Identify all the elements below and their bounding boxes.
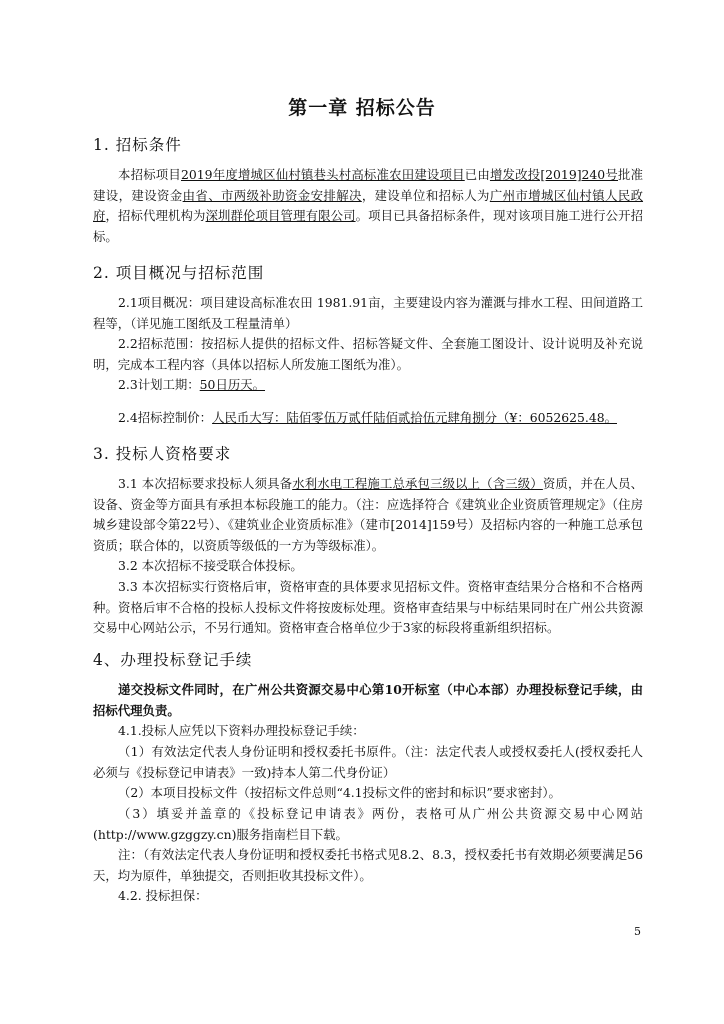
section-1-paragraph: 本招标项目2019年度增城区仙村镇巷头村高标准农田建设项目已由增发改投[2019]240号批准建设，建设资金由省、市两级补助资金安排解决，建设单位和招标人为广州市增城区仙村镇人民政府，招标代理机构为深圳群伦项目管理有限公司。项目已具备招标条件，现对该项目施工进行公开招标。	[93, 167, 644, 244]
section-2-1: 2.1项目概况：项目建设高标准农田 1981.91亩，主要建设内容为灌溉与排水工程、田间道路工程等，（详见施工图纸及工程量清单）	[93, 295, 643, 331]
funding-source: 由省、市两级补助资金安排解决	[182, 187, 362, 203]
section-2-heading: 2. 项目概况与招标范围	[93, 264, 265, 282]
registration-notice: 递交投标文件同时，在广州公共资源交易中心第10开标室（中心本部）办理投标登记手续，由招标代理负责。	[93, 682, 643, 718]
item-3: （3）填妥并盖章的《投标登记申请表》两份，表格可从广州公共资源交易中心网站(http://www.gzggzy.cn)服务指南栏目下载。	[93, 806, 643, 842]
agency-name: 深圳群伦项目管理有限公司	[205, 208, 356, 223]
item-2: （2）本项目投标文件（按招标文件总则“4.1投标文件的密封和标识”要求密封）。	[118, 785, 561, 800]
section-4-heading: 4、办理投标登记手续	[93, 651, 253, 669]
section-2-2: 2.2招标范围：按招标人提供的招标文件、招标答疑文件、全套施工图设计、设计说明及补充说明，完成本工程内容（具体以招标人所发施工图纸为准）。	[93, 336, 643, 372]
construction-period: 50日历天。	[199, 377, 266, 392]
page-number: 5	[634, 925, 641, 938]
section-2-3: 2.3计划工期：50日历天。	[118, 377, 266, 392]
note: 注：（有效法定代表人身份证明和授权委托书格式见8.2、8.3，授权委托书有效期必须要满足56天，均为原件，单独提交，否则拒收其投标文件）。	[93, 847, 643, 883]
chapter-title: 第一章 招标公告	[288, 97, 436, 119]
section-3-3: 3.3 本次招标实行资格后审，资格审查的具体要求见招标文件。资格审查结果分合格和不合格两种。资格后审不合格的投标人投标文件将按废标处理。资格审查结果与中标结果同时在广州公共资源交易中心网站公示，不另行通知。资格审查合格单位少于3家的标段将重新组织招标。	[93, 579, 643, 635]
approval-number: 增发改投[2019]240号	[489, 167, 618, 182]
tenderer-name: 广州市增城区仙村镇人民政府	[93, 187, 644, 223]
section-2-4: 2.4招标控制价：人民币大写：陆佰零伍万贰仟陆佰贰拾伍元肆角捌分（¥：6052625.48。	[118, 410, 617, 425]
section-3-heading: 3. 投标人资格要求	[93, 445, 232, 463]
section-4-2: 4.2. 投标担保：	[118, 888, 208, 903]
item-1: （1）有效法定代表人身份证明和授权委托书原件。（注：法定代表人或授权委托人(授权委托人必须与《投标登记申请表》一致)持本人第二代身份证）	[93, 744, 643, 780]
qualification-requirement: 水利水电工程施工总承包三级以上（含三级）	[292, 476, 543, 491]
section-1-heading: 1. 招标条件	[93, 136, 182, 154]
project-name: 2019年度增城区仙村镇巷头村高标准农田建设项目	[181, 167, 465, 182]
section-3-2: 3.2 本次招标不接受联合体投标。	[118, 558, 303, 573]
section-3-1: 3.1 本次招标要求投标人须具备水利水电工程施工总承包三级以上（含三级）资质，并在人员、设备、资金等方面具有承担本标段施工的能力。（注：应选择符合《建筑业企业资质管理规定》（住房城乡建设部令第22号）、《建筑业企业资质标准》（建市[2014]159号）及招标内容的一种施工总承包资质；联合体的，以资质等级低的一方为等级标准）。	[93, 476, 644, 553]
section-4-1: 4.1.投标人应凭以下资料办理投标登记手续：	[118, 723, 365, 738]
control-price: 人民币大写：陆佰零伍万贰仟陆佰贰拾伍元肆角捌分（¥：6052625.48。	[212, 410, 617, 425]
